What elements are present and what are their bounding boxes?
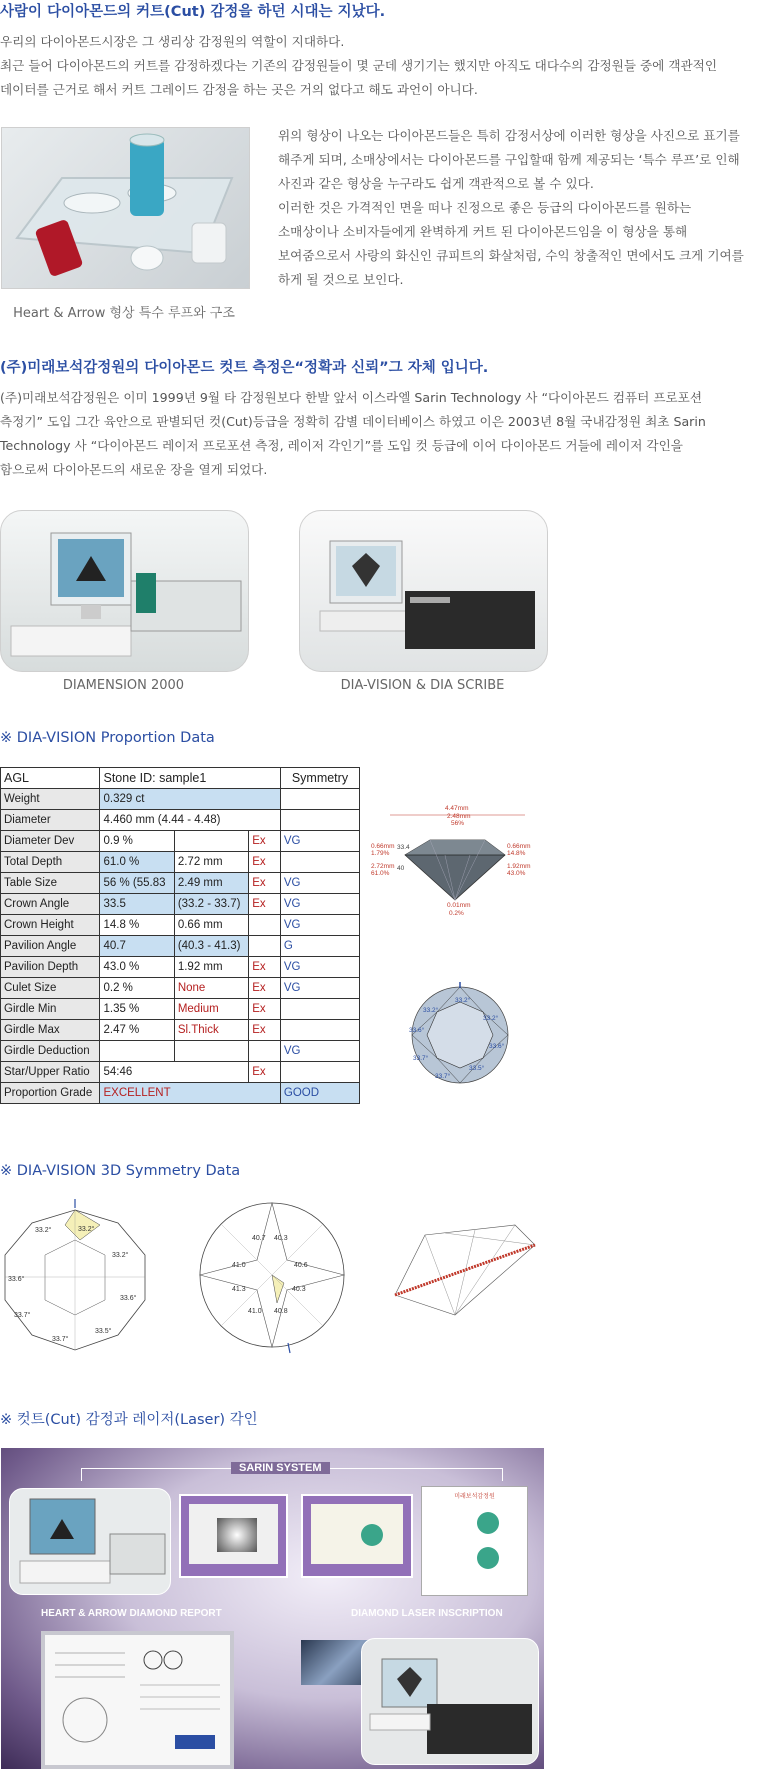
diamond-topview-diagram xyxy=(405,980,515,1090)
table-row xyxy=(1,999,360,1020)
row-label: Pavilion Angle xyxy=(1,936,100,957)
row-value1 xyxy=(100,1041,174,1062)
row-value2: (33.2 - 33.7) xyxy=(174,894,248,915)
system-photo-laser xyxy=(361,1638,539,1765)
3d-diamond-model xyxy=(385,1215,545,1325)
diamension-caption: DIAMENSION 2000 xyxy=(62,678,185,693)
crown-label: 33.7° xyxy=(14,1312,31,1319)
report-title: 미래보석감정원 xyxy=(454,1493,495,1500)
grade-value: EXCELLENT xyxy=(100,1083,280,1104)
loupe-line: 보여줌으로서 사랑의 화신인 큐피트의 화살처럼, 수익 창출적인 면에서도 크게 기여를 xyxy=(278,248,744,263)
topview-label: 33.2° xyxy=(483,1015,499,1022)
row-grade: Ex xyxy=(249,852,281,873)
loupe-line: 소매상이나 소비자들에게 완벽하게 커트 된 다이아몬드임을 이 형상을 통해 xyxy=(278,224,688,239)
table-row xyxy=(1,894,360,915)
row-grade xyxy=(249,915,281,936)
table-row xyxy=(1,789,360,810)
crown-label: 33.2° xyxy=(35,1227,52,1234)
row-label: Diameter xyxy=(1,810,100,831)
row-grade: Ex xyxy=(249,873,281,894)
section1-line: 데이터를 근거로 해서 커트 그레이드 감정을 하는 곳은 거의 없다고 해도 과언이 아니다. xyxy=(0,82,478,97)
pavilion-label: 41.0 xyxy=(232,1262,246,1269)
section1-line: 최근 들어 다이아몬드의 커트를 감정하겠다는 기존의 감정원들이 몇 군데 생기기는 했지만 아직도 대다수의 감정원들 중에 객관적인 xyxy=(0,58,717,73)
diameter-value: 4.460 mm (4.44 - 4.48) xyxy=(100,810,280,831)
row-value1: 14.8 % xyxy=(100,915,174,936)
loupe-line: 위의 형상이 나오는 다이아몬드들은 특히 감정서상에 이러한 형상을 사진으로 표기를 xyxy=(278,128,740,143)
pavilion-label: 40.6 xyxy=(294,1262,308,1269)
row-symmetry: G xyxy=(280,936,359,957)
table-row xyxy=(1,810,360,831)
pavilion-label: 40.3 xyxy=(292,1286,306,1293)
row-grade: Ex xyxy=(249,1020,281,1041)
row-value1: 40.7 xyxy=(100,936,174,957)
row-grade: Ex xyxy=(249,831,281,852)
row-value2 xyxy=(174,1041,248,1062)
section1-paragraph xyxy=(0,30,780,102)
section1-line: 우리의 다이아몬드시장은 그 생리상 감정원의 역할이 지대하다. xyxy=(0,34,345,49)
loupe-line: 사진과 같은 형상을 누구라도 쉽게 객관적으로 볼 수 있다. xyxy=(278,176,594,191)
table-row xyxy=(1,873,360,894)
table-row xyxy=(1,1041,360,1062)
row-value1: 0.9 % xyxy=(100,831,174,852)
row-grade: Ex xyxy=(249,978,281,999)
row-label: Culet Size xyxy=(1,978,100,999)
row-symmetry xyxy=(280,852,359,873)
profile-pav-right: 1.92mm xyxy=(507,863,531,870)
pavilion-label: 41.3 xyxy=(232,1286,246,1293)
row-value2: Sl.Thick xyxy=(174,1020,248,1041)
row-label: Girdle Min xyxy=(1,999,100,1020)
pavilion-label: 40.3 xyxy=(274,1235,288,1242)
profile-pav-left-pct: 61.0% xyxy=(371,870,390,877)
table-row xyxy=(1,915,360,936)
loupe-line: 하게 될 것으로 보인다. xyxy=(278,272,404,287)
header-stone-id: Stone ID: sample1 xyxy=(100,768,280,789)
row-value1: 56 % (55.83 xyxy=(100,873,174,894)
row-symmetry: VG xyxy=(280,915,359,936)
topview-label: 33.2° xyxy=(455,997,471,1004)
loupe-caption: Heart & Arrow 형상 특수 루프와 구조 xyxy=(13,306,235,321)
row-symmetry: VG xyxy=(280,831,359,852)
table-row xyxy=(1,831,360,852)
sarin-system-label: SARIN SYSTEM xyxy=(231,1462,330,1474)
row-symmetry: VG xyxy=(280,957,359,978)
profile-pav-left: 2.72mm xyxy=(371,863,395,870)
diavision-photo xyxy=(299,510,548,672)
section2-paragraph xyxy=(0,386,780,482)
report-label: HEART & ARROW DIAMOND REPORT xyxy=(41,1608,222,1619)
profile-crown-left: 0.66mm xyxy=(371,843,395,850)
row-value1: 43.0 % xyxy=(100,957,174,978)
row-grade: Ex xyxy=(249,1062,281,1083)
profile-crown-right: 0.66mm xyxy=(507,843,531,850)
topview-label: 33.7° xyxy=(435,1073,451,1080)
pavilion-label: 41.0 xyxy=(248,1308,262,1315)
system-report-preview xyxy=(421,1486,528,1596)
row-value2: 0.66 mm xyxy=(174,915,248,936)
row-symmetry xyxy=(280,1020,359,1041)
profile-pav-angle: 40 xyxy=(397,865,405,872)
topview-label: 33.2° xyxy=(423,1007,439,1014)
crown-label: 33.2° xyxy=(78,1226,95,1233)
row-grade: Ex xyxy=(249,999,281,1020)
row-grade: Ex xyxy=(249,894,281,915)
loupe-photo xyxy=(1,127,250,289)
topview-label: 33.5° xyxy=(469,1065,485,1072)
table-header-row xyxy=(1,768,360,789)
symmetry-heading: ※ DIA-VISION 3D Symmetry Data xyxy=(0,1163,241,1179)
row-symmetry: VG xyxy=(280,894,359,915)
system-screen-2 xyxy=(179,1494,288,1578)
loupe-line: 이러한 것은 가격적인 면을 떠나 진정으로 좋은 등급의 다이아몬드를 원하는 xyxy=(278,200,692,215)
section2-line: 함으로써 다이아몬드의 새로운 장을 열게 되었다. xyxy=(0,462,268,477)
row-symmetry xyxy=(280,1062,359,1083)
laser-heading: ※ 컷트(Cut) 감정과 레이저(Laser) 각인 xyxy=(0,1412,258,1428)
weight-value: 0.329 ct xyxy=(100,789,280,810)
row-value1: 61.0 % xyxy=(100,852,174,873)
crown-symmetry-diagram xyxy=(0,1195,160,1360)
row-label: Girdle Deduction xyxy=(1,1041,100,1062)
table-row xyxy=(1,852,360,873)
row-label: Proportion Grade xyxy=(1,1083,100,1104)
profile-pav-right-pct: 43.0% xyxy=(507,870,526,877)
sarin-system-panel xyxy=(1,1448,544,1769)
crown-label: 33.7° xyxy=(52,1336,69,1343)
table-row xyxy=(1,978,360,999)
row-label: Total Depth xyxy=(1,852,100,873)
crown-label: 33.5° xyxy=(95,1328,112,1335)
loupe-line: 해주게 되며, 소매상에서는 다이아몬드를 구입할때 함께 제공되는 ‘특수 루프’로 인해 xyxy=(278,152,740,167)
row-value2 xyxy=(174,831,248,852)
header-symmetry: Symmetry xyxy=(280,768,359,789)
diavision-caption: DIA-VISION & DIA SCRIBE xyxy=(340,678,505,693)
row-label: Weight xyxy=(1,789,100,810)
diamension-photo xyxy=(0,510,249,672)
system-photo-1 xyxy=(9,1488,171,1595)
table-row xyxy=(1,1062,360,1083)
section2-title: (주)미래보석감정원의 다이아몬드 컷트 측정은“정확과 신뢰”그 자체 입니다. xyxy=(0,360,489,376)
row-value1: 2.47 % xyxy=(100,1020,174,1041)
row-value2: (40.3 - 41.3) xyxy=(174,936,248,957)
table-row xyxy=(1,936,360,957)
profile-crown-angle: 33.4 xyxy=(397,844,410,851)
crown-label: 33.6° xyxy=(8,1276,25,1283)
profile-culet: 0.01mm xyxy=(447,902,471,909)
inscription-label: DIAMOND LASER INSCRIPTION xyxy=(351,1608,503,1619)
header-agl: AGL xyxy=(1,768,100,789)
row-value1: 33.5 xyxy=(100,894,174,915)
loupe-paragraph xyxy=(278,124,780,292)
row-label: Diameter Dev xyxy=(1,831,100,852)
proportion-heading: ※ DIA-VISION Proportion Data xyxy=(0,730,215,746)
profile-culet-pct: 0.2% xyxy=(449,910,464,917)
grade-symmetry: GOOD xyxy=(280,1083,359,1104)
profile-table-pct: 56% xyxy=(451,820,465,827)
diamond-report-document xyxy=(41,1631,234,1769)
section1-title: 사람이 다이아몬드의 커트(Cut) 감정을 하던 시대는 지났다. xyxy=(0,4,386,20)
row-grade xyxy=(249,936,281,957)
topview-label: 33.6° xyxy=(489,1043,505,1050)
row-symmetry: VG xyxy=(280,1041,359,1062)
row-grade: Ex xyxy=(249,957,281,978)
pavilion-label: 40.7 xyxy=(252,1235,266,1242)
section2-line: 측정기” 도입 그간 육안으로 판별되던 컷(Cut)등급을 정확히 감별 데이터베이스 하였고 이은 2003년 8월 국내감정원 최초 Sarin xyxy=(0,414,706,429)
row-value2: 2.49 mm xyxy=(174,873,248,894)
table-row xyxy=(1,1083,360,1104)
row-value2: 2.72 mm xyxy=(174,852,248,873)
row-label: Girdle Max xyxy=(1,1020,100,1041)
row-symmetry xyxy=(280,789,359,810)
row-symmetry xyxy=(280,999,359,1020)
diamond-profile-diagram xyxy=(371,800,545,925)
row-symmetry: VG xyxy=(280,873,359,894)
row-grade xyxy=(249,1041,281,1062)
row-label: Table Size xyxy=(1,873,100,894)
row-symmetry: VG xyxy=(280,978,359,999)
row-label: Crown Angle xyxy=(1,894,100,915)
row-label: Crown Height xyxy=(1,915,100,936)
row-value1: 1.35 % xyxy=(100,999,174,1020)
row-value2: Medium xyxy=(174,999,248,1020)
system-screen-3 xyxy=(301,1494,413,1578)
row-value2: None xyxy=(174,978,248,999)
pavilion-symmetry-diagram xyxy=(192,1195,352,1360)
proportion-table xyxy=(0,767,360,1104)
row-label: Pavilion Depth xyxy=(1,957,100,978)
row-symmetry xyxy=(280,810,359,831)
crown-label: 33.6° xyxy=(120,1295,137,1302)
row-value1: 0.2 % xyxy=(100,978,174,999)
crown-label: 33.2° xyxy=(112,1252,129,1259)
row-value2: 1.92 mm xyxy=(174,957,248,978)
profile-table-mm: 2.48mm xyxy=(447,813,471,820)
topview-label: 33.6° xyxy=(409,1027,425,1034)
section2-line: (주)미래보석감정원은 이미 1999년 9월 타 감정원보다 한발 앞서 이스라엘 Sarin Technology 사 “다이아몬드 컴퓨터 프로포션 xyxy=(0,390,702,405)
pavilion-label: 40.8 xyxy=(274,1308,288,1315)
row-label: Star/Upper Ratio xyxy=(1,1062,100,1083)
row-value1: 54:46 xyxy=(100,1062,249,1083)
topview-label: 33.7° xyxy=(413,1055,429,1062)
profile-crown-left-pct: 1.79% xyxy=(371,850,390,857)
section2-line: Technology 사 “다이아몬드 레이저 프로포션 측정, 레이저 각인기”를 도입 컷 등급에 이어 다이아몬드 거들에 레이저 각인을 xyxy=(0,438,683,453)
table-row xyxy=(1,957,360,978)
table-row xyxy=(1,1020,360,1041)
profile-width: 4.47mm xyxy=(445,805,469,812)
profile-crown-right-pct: 14.8% xyxy=(507,850,526,857)
